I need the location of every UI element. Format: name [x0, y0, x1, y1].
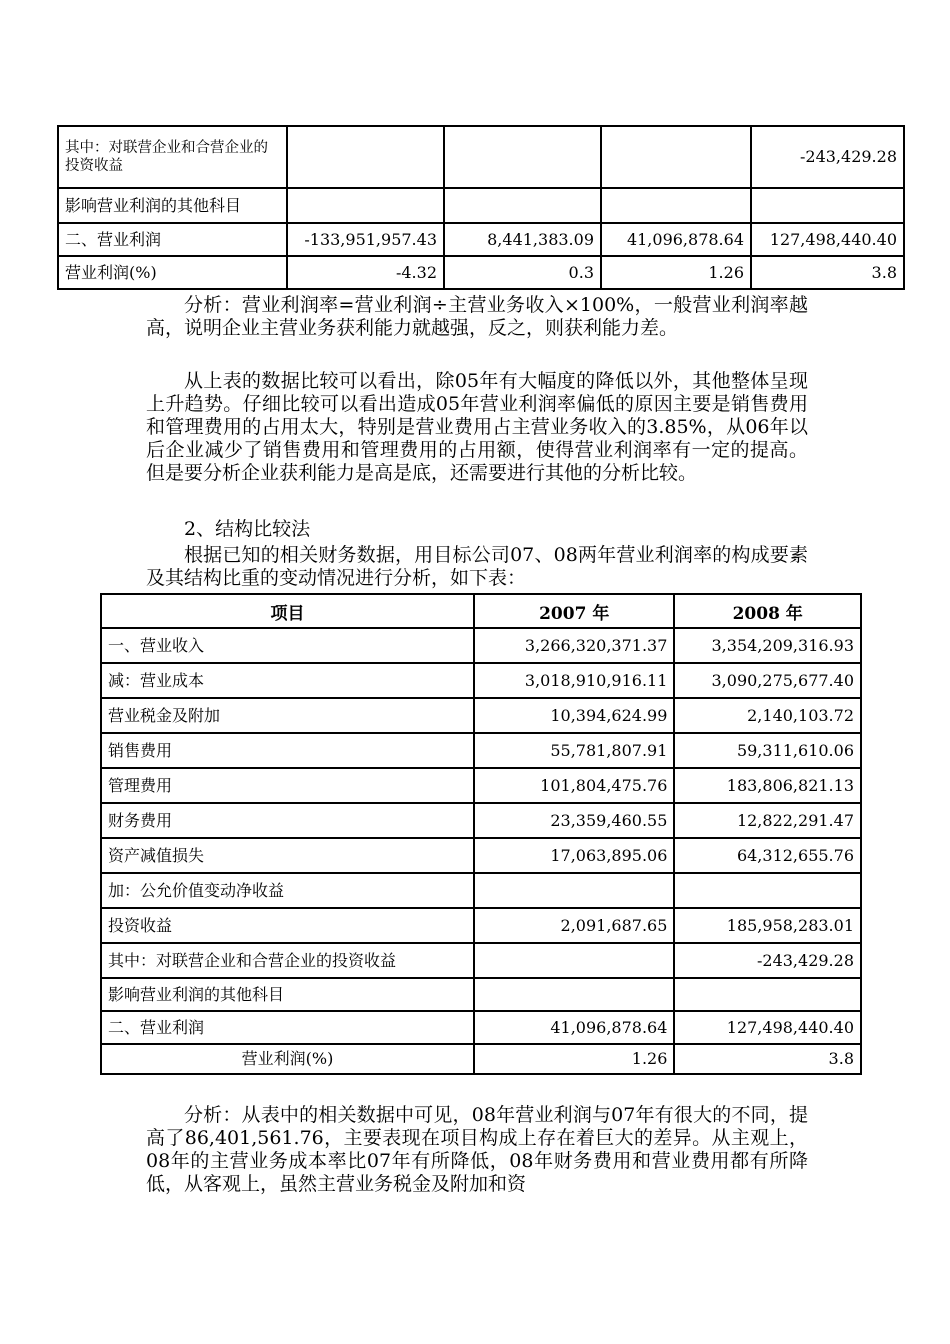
cell-2007: 101,804,475.76	[474, 768, 674, 803]
row-label: 营业税金及附加	[101, 698, 474, 733]
row-label: 其中：对联营企业和合营企业的投资收益	[58, 126, 287, 188]
table-row	[58, 256, 904, 289]
cell-2007: 10,394,624.99	[474, 698, 674, 733]
cell-2008: 59,311,610.06	[674, 733, 861, 768]
row-label: 管理费用	[101, 768, 474, 803]
row-label: 财务费用	[101, 803, 474, 838]
cell-2008: 185,958,283.01	[674, 908, 861, 943]
row-label: 加：公允价值变动净收益	[101, 873, 474, 908]
table-row	[101, 978, 861, 1011]
cell-2007: 3,266,320,371.37	[474, 628, 674, 663]
row-label: 二、营业利润	[58, 223, 287, 256]
table-row	[101, 733, 861, 768]
cell: 3.8	[751, 256, 904, 289]
cell-2008: -243,429.28	[674, 943, 861, 978]
cell-2007: 1.26	[474, 1044, 674, 1074]
table-row	[58, 126, 904, 188]
cell	[287, 188, 444, 223]
row-label: 销售费用	[101, 733, 474, 768]
cell-2008: 3.8	[674, 1044, 861, 1074]
row-label: 影响营业利润的其他科目	[101, 978, 474, 1011]
table-row	[58, 223, 904, 256]
cell: 0.3	[444, 256, 601, 289]
cell-2007: 2,091,687.65	[474, 908, 674, 943]
structure-table	[100, 593, 862, 1075]
cell-2007: 23,359,460.55	[474, 803, 674, 838]
cell: 127,498,440.40	[751, 223, 904, 256]
column-header-2008: 2008 年	[674, 594, 861, 628]
table-header-row	[101, 594, 861, 628]
table-row	[101, 698, 861, 733]
cell-2007: 41,096,878.64	[474, 1011, 674, 1044]
cell-2008: 127,498,440.40	[674, 1011, 861, 1044]
cell: 41,096,878.64	[601, 223, 751, 256]
column-header-item: 项目	[101, 594, 474, 628]
cell: -4.32	[287, 256, 444, 289]
cell	[601, 188, 751, 223]
section-heading: 2、结构比较法	[184, 518, 311, 540]
analysis-paragraph-1: 分析：营业利润率=营业利润÷主营业务收入×100%，一般营业利润率越高，说明企业主营业务获利能力就越强，反之，则获利能力差。	[146, 294, 808, 339]
table-row	[101, 943, 861, 978]
table-row	[101, 663, 861, 698]
comparison-paragraph: 从上表的数据比较可以看出，除05年有大幅度的降低以外，其他整体呈现上升趋势。仔细比较可以看出造成05年营业利润率偏低的原因主要是销售费用和管理费用的占用太大，特别是营业费用占主营业务收入的3.85%，从06年以后企业减少了销售费用和管理费用的占用额，使得营业利润率有一定的提高。但是要分析企业获利能力是高是底，还需要进行其他的分析比较。	[146, 370, 808, 484]
table-row	[58, 188, 904, 223]
table-row	[101, 1044, 861, 1074]
cell-2008	[674, 873, 861, 908]
cell: -133,951,957.43	[287, 223, 444, 256]
cell	[444, 126, 601, 188]
cell: -243,429.28	[751, 126, 904, 188]
intro-paragraph: 根据已知的相关财务数据，用目标公司07、08两年营业利润率的构成要素及其结构比重的变动情况进行分析，如下表：	[146, 544, 808, 589]
cell-2008	[674, 978, 861, 1011]
table-row	[101, 803, 861, 838]
column-header-2007: 2007 年	[474, 594, 674, 628]
table-row	[101, 873, 861, 908]
table-row	[101, 628, 861, 663]
cell-2007	[474, 978, 674, 1011]
table-row	[101, 1011, 861, 1044]
row-label: 减：营业成本	[101, 663, 474, 698]
row-label: 二、营业利润	[101, 1011, 474, 1044]
cell-2007	[474, 873, 674, 908]
cell-2008: 183,806,821.13	[674, 768, 861, 803]
cell	[751, 188, 904, 223]
cell	[444, 188, 601, 223]
cell: 1.26	[601, 256, 751, 289]
cell	[601, 126, 751, 188]
cell: 8,441,383.09	[444, 223, 601, 256]
table-row	[101, 768, 861, 803]
row-label: 资产减值损失	[101, 838, 474, 873]
table-row	[101, 838, 861, 873]
cell-2008: 3,090,275,677.40	[674, 663, 861, 698]
row-label: 一、营业收入	[101, 628, 474, 663]
cell-2007: 3,018,910,916.11	[474, 663, 674, 698]
cell-2008: 2,140,103.72	[674, 698, 861, 733]
cell-2007	[474, 943, 674, 978]
cell-2008: 12,822,291.47	[674, 803, 861, 838]
cell-2007: 55,781,807.91	[474, 733, 674, 768]
cell-2008: 64,312,655.76	[674, 838, 861, 873]
row-label: 投资收益	[101, 908, 474, 943]
cell	[287, 126, 444, 188]
row-label: 影响营业利润的其他科目	[58, 188, 287, 223]
cell-2007: 17,063,895.06	[474, 838, 674, 873]
row-label: 营业利润(%)	[58, 256, 287, 289]
row-label: 其中：对联营企业和合营企业的投资收益	[101, 943, 474, 978]
profit-table-continued	[57, 125, 905, 290]
cell-2008: 3,354,209,316.93	[674, 628, 861, 663]
row-label: 营业利润(%)	[101, 1044, 474, 1074]
table-row	[101, 908, 861, 943]
analysis-paragraph-2: 分析：从表中的相关数据中可见，08年营业利润与07年有很大的不同，提高了86,401,561.76，主要表现在项目构成上存在着巨大的差异。从主观上，08年的主营业务成本率比07年有所降低，08年财务费用和营业费用都有所降低，从客观上，虽然主营业务税金及附加和资	[146, 1104, 808, 1195]
